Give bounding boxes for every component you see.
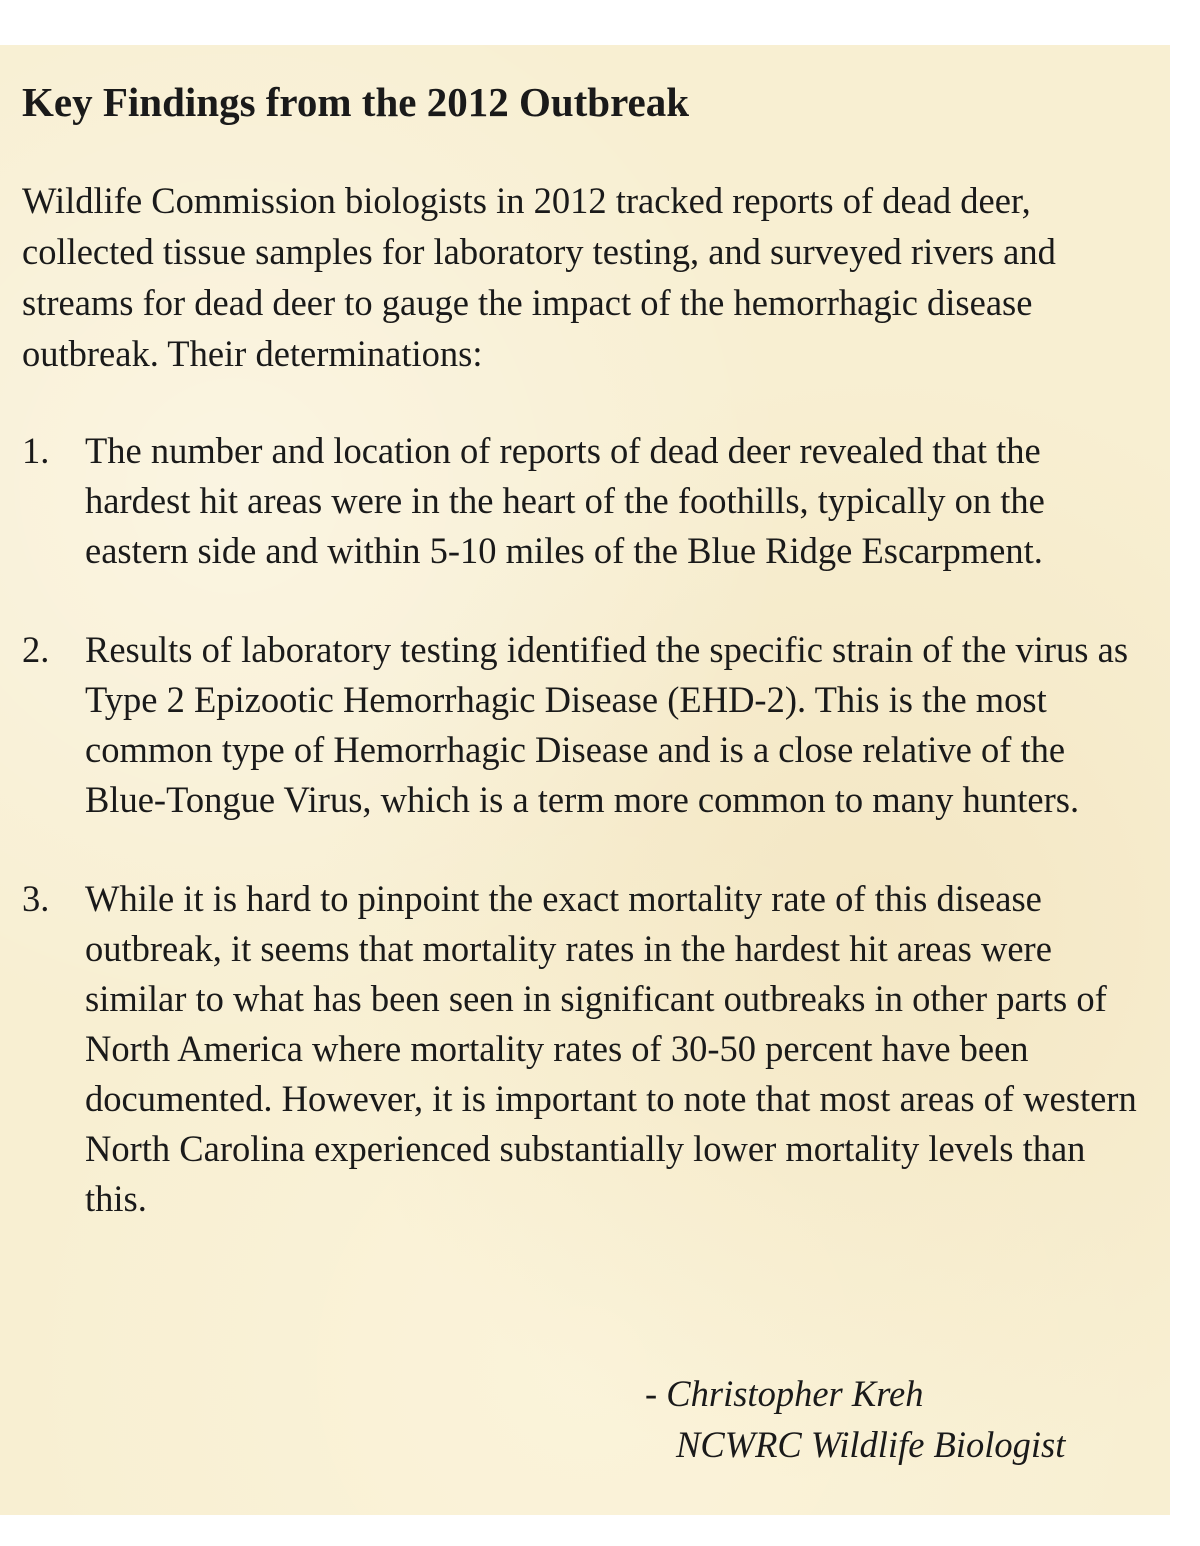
finding-text: Results of laboratory testing identified the specific strain of the virus as Type 2 Epizootic Hemorrhagic Disease (EHD-2). This is the most common type of Hemorrhagic Disease and is a close relative of the Blue-Tongue Virus, which is a term more common to many hunters. [85, 629, 1129, 820]
intro-paragraph: Wildlife Commission biologists in 2012 tracked reports of dead deer, collected tissue samples for laboratory testing, and surveyed rivers and streams for dead deer to gauge the impact of the hemorrhagic disease outbreak. Their determinations: [22, 180, 1056, 374]
author-signature [645, 1368, 1065, 1470]
finding-number: 3. [22, 878, 50, 919]
author-name: - Christopher Kreh [645, 1373, 924, 1414]
finding-item-2 [22, 625, 1152, 825]
page-title: Key Findings from the 2012 Outbreak [22, 79, 690, 125]
finding-item-3 [22, 874, 1152, 1224]
finding-text: The number and location of reports of dead deer revealed that the hardest hit areas were in the heart of the foothills, typically on the eastern side and within 5-10 miles of the Blue Ridge Escarpment. [85, 430, 1045, 571]
finding-item-1 [22, 426, 1152, 576]
findings-list [22, 426, 1152, 1273]
finding-number: 2. [22, 629, 50, 670]
author-role: NCWRC Wildlife Biologist [676, 1424, 1066, 1465]
finding-number: 1. [22, 430, 50, 471]
finding-text: While it is hard to pinpoint the exact mortality rate of this disease outbreak, it seems that mortality rates in the hardest hit areas were similar to what has been seen in significant outbreaks in other parts of North America where mortality rates of 30-50 percent have been documented. However, it is important to note that most areas of western North Carolina experienced substantially lower mortality levels than this. [85, 878, 1137, 1219]
findings-panel [0, 45, 1170, 1515]
